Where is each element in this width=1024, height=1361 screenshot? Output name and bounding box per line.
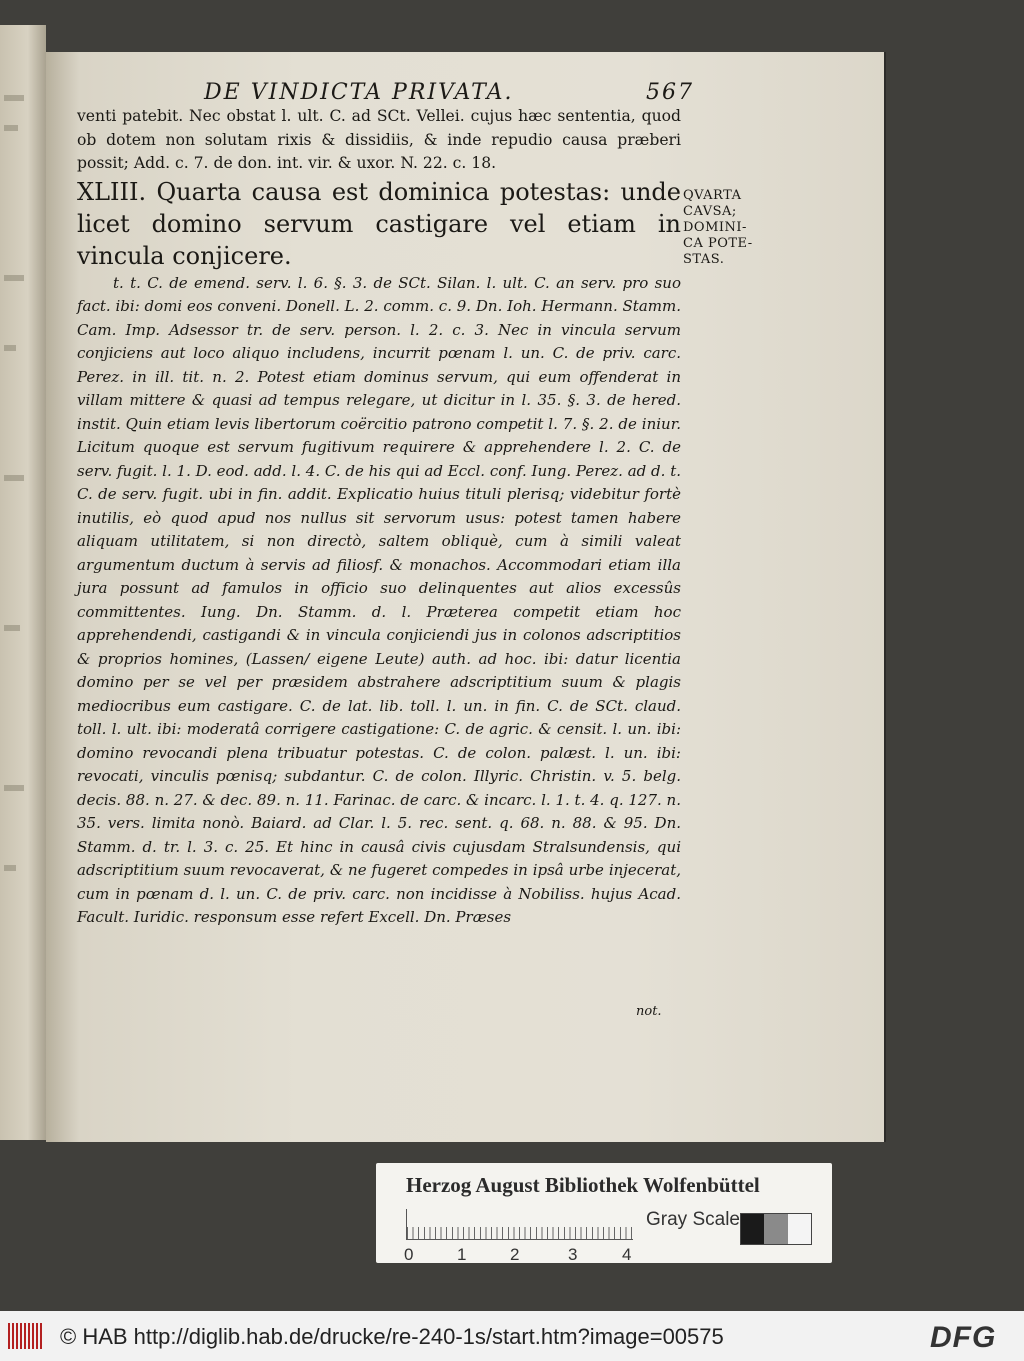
opening-paragraph: venti patebit. Nec obstat l. ult. C. ad SCt. Vellei. cujus hæc sententia, quod ob dotem non solutam rixis & dissidiis, & inde repudio causa præberi possit; Add. c. 7. de don. int. vir. & uxor. N. 22. c. 18. <box>77 107 681 172</box>
scale-ruler <box>406 1209 633 1240</box>
ruler-number: 1 <box>457 1245 467 1264</box>
footer-bar <box>0 1311 1024 1361</box>
gray-swatch-light <box>788 1214 811 1244</box>
dfg-logo: DFG <box>930 1321 997 1354</box>
copyright-link[interactable]: © HAB http://diglib.hab.de/drucke/re-240-1s/start.htm?image=00575 <box>60 1324 724 1349</box>
library-color-card <box>376 1163 832 1263</box>
page-number: 567 <box>646 80 694 105</box>
ruler-number: 4 <box>622 1245 632 1264</box>
ruler-number: 2 <box>510 1245 520 1264</box>
gray-scale-label: Gray Scale <box>646 1209 740 1230</box>
ruler-number: 0 <box>404 1245 414 1264</box>
running-header <box>204 80 694 106</box>
gray-scale-swatches <box>740 1213 812 1245</box>
catchword: not. <box>636 1004 662 1019</box>
facing-page-edge <box>0 25 46 1140</box>
gray-swatch-dark <box>741 1214 764 1244</box>
page-text <box>77 105 681 930</box>
header-title: DE VINDICTA PRIVATA. <box>204 80 514 105</box>
barcode-icon <box>8 1323 44 1349</box>
margin-note: QVARTA CAVSA; DOMINI- CA POTE- STAS. <box>683 188 753 267</box>
library-name: Herzog August Bibliothek Wolfenbüttel <box>406 1173 760 1197</box>
section-heading: XLIII. Quarta causa est dominica potestas: unde licet domino servum castigare vel etiam in vincula conjicere. <box>77 177 681 270</box>
body-text: t. t. C. de emend. serv. l. 6. §. 3. de SCt. Silan. l. ult. C. an serv. pro suo fact. ibi: domi eos conveni. Donell. L. 2. comm. c. 9. Dn. Ioh. Hermann. Stamm. Cam. Imp. Adsessor tr. de serv. person. l. 2. c. 3. Nec in vincula servum conjiciens aut loco aliquo includens, incurrit pœnam l. un. C. de priv. carc. Perez. in ill. tit. n. 2. Potest etiam dominus servum, qui eum offenderat in villam mittere & quasi ad tempus relegare, ut dicitur in l. 35. §. 3. de hered. instit. Quin etiam levis libertorum coërcitio patrono competit l. 7. §. 2. de iniur. Licitum quoque est servum fugitivum requirere & apprehendere l. 2. C. de serv. fugit. l. 1. D. eod. add. l. 4. C. de his qui ad Eccl. conf. Iung. Perez. ad d. t. C. de serv. fugit. ubi in fin. addit. Explicatio huius tituli plerisq; videbitur fortè inutilis, eò quod apud nos nullus sit servorum usus: potest tamen habere aliquam utilitatem, si non directò, saltem obliquè, cum à simili valeat argumentum ductum à servis ad filiosf. & monachos. Accommodari etiam illa jura possunt ad famulos in officio suo delinquentes aut alios excessûs committentes. Iung. Dn. Stamm. d. l. Præterea competit etiam hoc apprehendendi, castigandi & in vincula conjiciendi jus in colonos adscriptitios & proprios homines, (Lassen/ eigene Leute) auth. ad hoc. ibi: datur licentia domino per se vel per præsidem abstrahere adscriptitium suum & plagis mediocribus eum castigare. C. de lat. lib. toll. l. un. in fin. C. de SCt. claud. toll. l. ult. ibi: moderatâ corrigere castigatione: C. de agric. & censit. l. un. ibi: domino revocandi plena tribuatur potestas. C. de colon. palæst. l. un. ibi: revocati, vinculis pœnisq; subdantur. C. de colon. Illyric. Christin. v. 5. belg. decis. 88. n. 27. & dec. 89. n. 11. Farinac. de carc. & incarc. l. 1. t. 4. q. 127. n. 35. vers. limita nonò. Baiard. ad Clar. l. 5. rec. sent. q. 68. n. 88. & 95. Dn. Stamm. d. tr. l. 3. c. 25. Et hinc in causâ civis cujusdam Stralsundensis, qui adscriptitium suum revocaverat, & ne fugeret compedes in ipsâ urbe injecerat, cum in pœnam d. l. un. C. de priv. carc. non incidisse à Nobiliss. hujus Acad. Facult. Iuridic. responsum esse refert Excell. Dn. Præses <box>77 273 681 926</box>
ruler-number: 3 <box>568 1245 578 1264</box>
gray-swatch-mid <box>764 1214 787 1244</box>
